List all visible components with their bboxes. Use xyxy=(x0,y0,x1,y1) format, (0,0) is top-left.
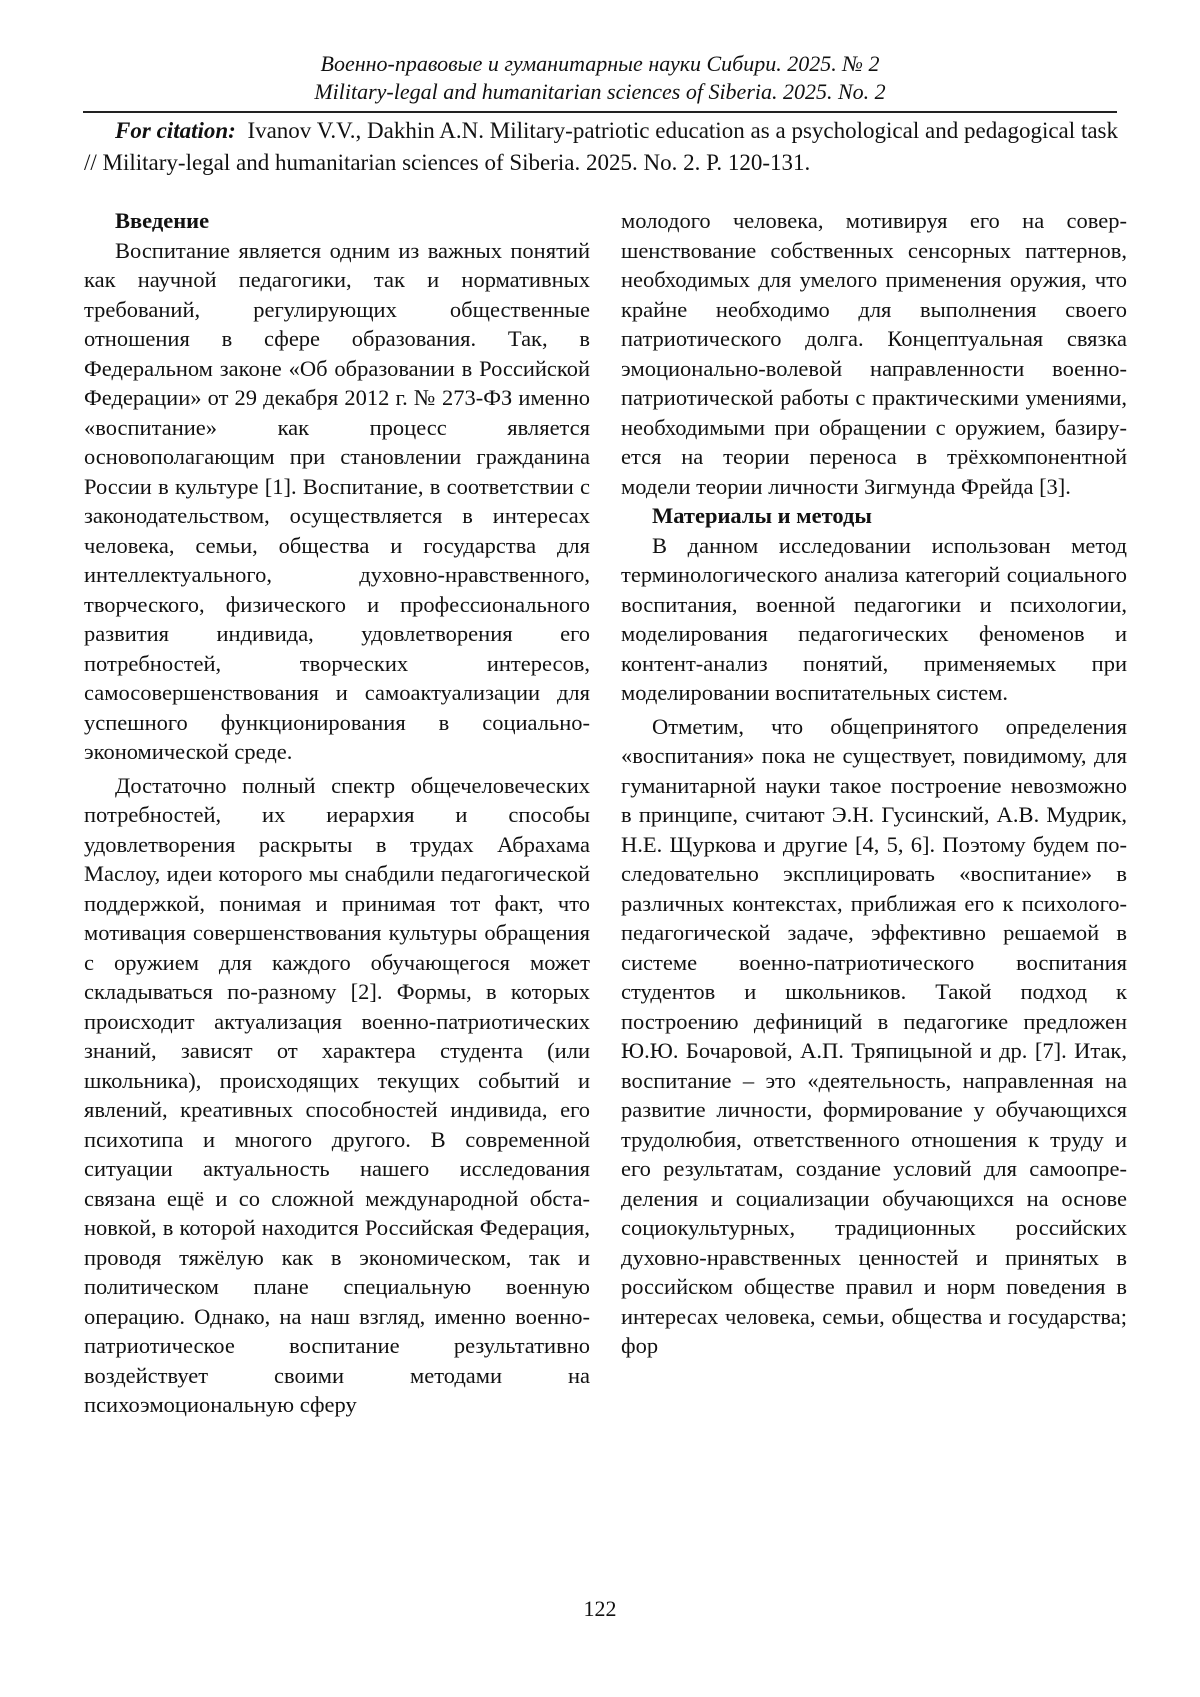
body-paragraph: Отметим, что общепринятого определения «воспитания» пока не существует, повидимому, для гуманитарной науки такое построение невозможно в принципе, считают Э.Н. Гусинский, А.В. Мудрик, Н.Е. Щуркова и другие [4, 5, 6]. Поэтому будем последовательно эксплицировать «воспитание» в различных контекстах, приближая его к психолого-педагогической задаче, эффективно решаемой в системе военно-патриотического воспитания студентов и школьников. Такой подход к построению дефиниций в педагогике предложен Ю.Ю. Бочаровой, А.П. Тряпицыной и др. [7]. Итак, воспитание – это «деятельность, направленная на развитие личности, формирование у обучающихся трудолюбия, ответственного отношения к труду и его результатам, создание условий для самоопределения и социализации обучающихся на основе социокультурных, традиционных российских духовно-нравственных ценностей и принятых в российском обществе правил и норм поведения в интересах человека, семьи, общества и государства; фор xyxy=(621,713,1127,1358)
citation-label: For citation: xyxy=(115,118,236,143)
header-rule xyxy=(83,111,1117,113)
running-head-ru: Военно-правовые и гуманитарные науки Сибири. 2025. № 2 xyxy=(320,51,880,76)
body-paragraph: В данном исследовании использован метод терминологического анализа категорий социального воспитания, военной педагогики и психологии, моделирования педагогических феноменов и контент-анализ понятий, применяемых при моделировании воспитательных систем. xyxy=(621,532,1127,705)
citation-block xyxy=(84,115,1118,179)
right-column xyxy=(621,206,1127,1361)
body-paragraph: Воспитание является одним из важных понятий как научной педагогики, так и нормативных требований, регулирующих общественные отношения в сфере образования. Так, в Федеральном законе «Об образовании в Российской Федерации» от 29 декабря 2012 г. № 273-ФЗ именно «воспитание» как процесс является основополагающим при становлении гражданина России в культуре [1]. Воспитание, в соответствии с законодательством, осуществляется в интересах человека, семьи, общества и государства для интеллектуального, духовно-нравственного, творческого, физического и профессионального развития индивида, удовлетворения его потребностей, творческих интересов, самосовершенствования и самоактуализации для успешного функционирования в социально-экономической среде. xyxy=(84,237,590,764)
section-heading-methods: Материалы и методы xyxy=(652,503,872,528)
running-head-en: Military-legal and humanitarian sciences of Siberia. 2025. No. 2 xyxy=(314,79,886,104)
section-heading-introduction: Введение xyxy=(115,208,210,233)
left-column xyxy=(84,206,590,1420)
body-paragraph: Достаточно полный спектр общечеловеческих потребностей, их иерархия и способы удовлетворения раскрыты в трудах Абрахама Маслоу, идеи которого мы снабдили педагогической поддержкой, понимая и принимая тот факт, что мотивация совершенствования культуры обращения с оружием для каждого обучающегося может складываться по-разному [2]. Формы, в которых происходит актуализация военно-патриотических знаний, зависят от характера студента (или школьника), происходящих текущих событий и явлений, креативных способностей индивида, его психотипа и многого другого. В современной ситуации актуальность нашего исследования связана ещё и со сложной международной обстановкой, в которой находится Российская Федерация, проводя тяжёлую как в экономическом, так и политическом плане специальную военную операцию. Однако, на наш взгляд, именно военно-патриотическое воспитание результативно воздействует своими методами на психоэмоциональную сферу xyxy=(84,772,590,1417)
body-paragraph-continued: молодого человека, мотивируя его на совершенствование собственных сенсорных паттернов, необходимых для умелого применения оружия, что крайне необходимо для выполнения своего патриотического долга. Концептуальная связка эмоционально-волевой направленности военно-патриотической работы с практическими умениями, необходимыми при обращении с оружием, базируется на теории переноса в трёхкомпонентной модели теории личности Зигмунда Фрейда [3]. xyxy=(621,208,1127,499)
citation-text: Ivanov V.V., Dakhin A.N. Military-patriotic education as a psychological and pedagogical task // Military-legal and humanitarian sciences of Siberia. 2025. No. 2. P. 120-131. xyxy=(84,118,1119,175)
page-number: 122 xyxy=(583,1596,617,1621)
citation-paragraph xyxy=(84,115,1118,179)
running-head xyxy=(80,50,1120,106)
